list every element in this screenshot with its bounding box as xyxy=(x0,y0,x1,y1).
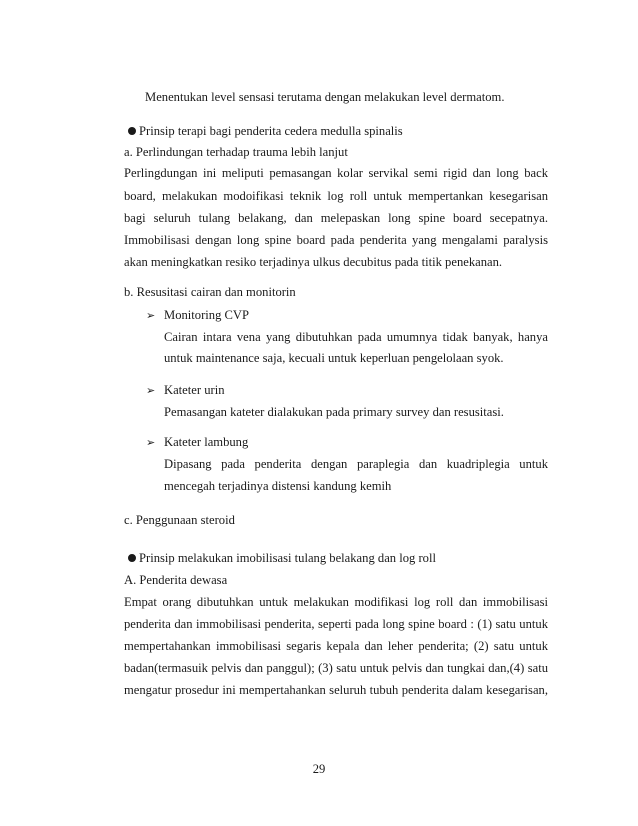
item-a-line: akan meningkatkan resiko terjadinya ulkus decubitus pada titik penekanan. xyxy=(124,255,503,269)
section2-title-row xyxy=(128,550,436,566)
subitem-row xyxy=(146,434,248,451)
arrow-bullet-icon: ➢ xyxy=(146,437,156,449)
subitem-line: mencegah terjadinya distensi kandung kemih xyxy=(164,479,392,493)
subitem-row xyxy=(146,307,249,324)
page-number: 29 xyxy=(312,762,326,776)
item-a-line: board, melakukan modoifikasi teknik log roll untuk mempertankan kesegarisan xyxy=(124,189,548,203)
bullet-icon xyxy=(128,554,136,562)
subitem-line: Cairan intara vena yang dibutuhkan pada umumnya tidak banyak, hanya xyxy=(164,330,548,344)
section2-title: Prinsip melakukan imobilisasi tulang belakang dan log roll xyxy=(139,551,436,565)
item-a-line: bagi seluruh tulang belakang, dan melepaskan long spine board secepatnya. xyxy=(124,211,548,225)
item-a-heading: a. Perlindungan terhadap trauma lebih lanjut xyxy=(124,145,348,159)
item-a-line: Immobilisasi dengan long spine board pada penderita yang mengalami paralysis xyxy=(124,233,548,247)
item-b-heading: b. Resusitasi cairan dan monitorin xyxy=(124,285,296,299)
section2-line: badan(termasuik pelvis dan panggul); (3) satu untuk pelvis dan tungkai dan,(4) satu xyxy=(124,661,548,675)
item-a-line: Perlingdungan ini meliputi pemasangan kolar servikal semi rigid dan long back xyxy=(124,166,548,180)
arrow-bullet-icon: ➢ xyxy=(146,310,156,322)
intro-line: Menentukan level sensasi terutama dengan melakukan level dermatom. xyxy=(145,90,505,104)
section2-item-a-heading: A. Penderita dewasa xyxy=(124,573,228,587)
subitem-row xyxy=(146,382,225,399)
subitem-label: Kateter lambung xyxy=(164,435,249,449)
section1-title-row xyxy=(128,123,403,139)
subitem-label: Monitoring CVP xyxy=(164,308,250,322)
item-c-heading: c. Penggunaan steroid xyxy=(124,513,235,527)
subitem-line: Dipasang pada penderita dengan paraplegia dan kuadriplegia untuk xyxy=(164,457,548,471)
bullet-icon xyxy=(128,127,136,135)
section2-line: penderita dan immobilisasi penderita, seperti pada long spine board : (1) satu untuk xyxy=(124,617,548,631)
section1-title: Prinsip terapi bagi penderita cedera medulla spinalis xyxy=(139,124,403,138)
subitem-line: Pemasangan kateter dialakukan pada primary survey dan resusitasi. xyxy=(164,405,504,419)
section2-line: mempertahankan immobilisasi segaris kepala dan leher penderita; (2) satu untuk xyxy=(124,639,548,653)
section2-line: Empat orang dibutuhkan untuk melakukan modifikasi log roll dan immobilisasi xyxy=(124,595,548,609)
subitem-label: Kateter urin xyxy=(164,383,225,397)
section2-line: mengatur prosedur ini mempertahankan seluruh tubuh penderita dalam kesegarisan, xyxy=(124,683,548,697)
arrow-bullet-icon: ➢ xyxy=(146,385,156,397)
subitem-line: untuk maintenance saja, kecuali untuk keperluan pengelolaan syok. xyxy=(164,351,504,365)
